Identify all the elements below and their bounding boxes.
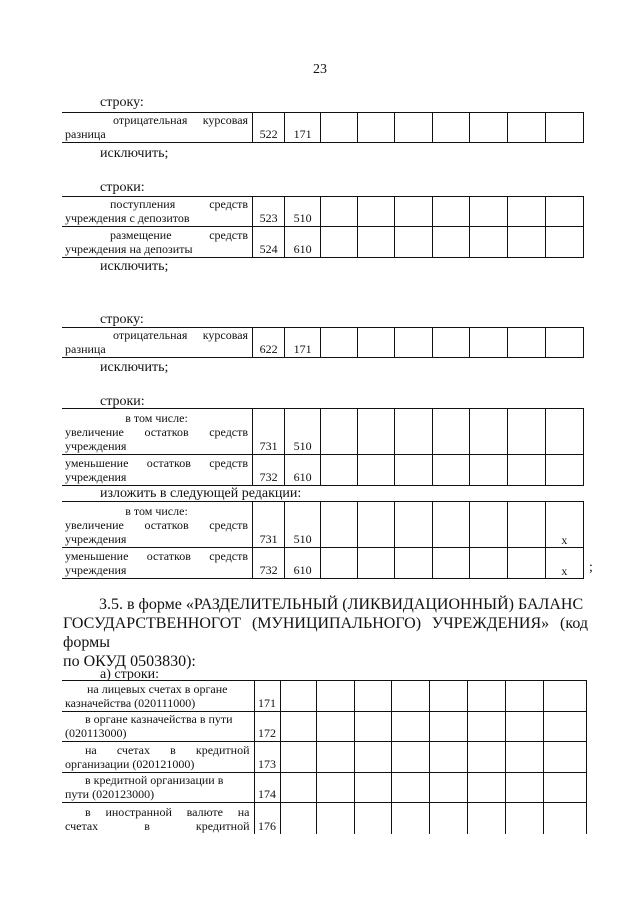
block4-heading: строки:	[100, 394, 145, 409]
table-row	[62, 773, 586, 803]
section-3-5-paragraph: 3.5. в форме «РАЗДЕЛИТЕЛЬНЫЙ (ЛИКВИДАЦИОННЫЙ) БАЛАНС ГОСУДАРСТВЕННОГОТ (МУНИЦИПАЛЬНОГО) УЧРЕЖДЕНИЯ» (код формы по ОКУД 0503830):	[63, 596, 588, 670]
row-code: 523	[253, 197, 285, 227]
row-code: 732	[253, 548, 285, 579]
row-code: 622	[253, 328, 285, 358]
page-number: 23	[313, 62, 327, 77]
row-label: в кредитной организации в пути (020123000)	[62, 773, 254, 803]
row-label: в органе казначейства в пути (020113000)	[62, 712, 254, 742]
row-label: в том числе: увеличение остатков средств учреждения	[62, 502, 253, 548]
table-row	[62, 712, 586, 742]
block3-heading: строку:	[100, 312, 144, 327]
table-row	[62, 197, 584, 227]
x-mark: x	[545, 502, 583, 548]
row-kosgu: 510	[285, 409, 321, 455]
row-code: 524	[253, 227, 285, 258]
row-code: 171	[254, 681, 280, 712]
block6-table	[62, 680, 587, 834]
row-kosgu: 510	[285, 197, 321, 227]
block1-heading: строку:	[100, 95, 144, 110]
row-code: 731	[253, 409, 285, 455]
row-code: 732	[253, 455, 285, 486]
row-label: в иностранной валюте на счетах в кредитной	[62, 803, 254, 834]
block4-table	[62, 408, 584, 486]
row-label: уменьшение остатков средств учреждения	[62, 455, 253, 486]
row-code: 731	[253, 502, 285, 548]
row-label: в том числе: увеличение остатков средств учреждения	[62, 409, 253, 455]
row-code: 174	[254, 773, 280, 803]
table-row	[62, 227, 584, 258]
block2-footer: исключить;	[100, 259, 169, 274]
row-code: 172	[254, 712, 280, 742]
table-row	[62, 681, 586, 712]
row-kosgu: 610	[285, 227, 321, 258]
row-label: уменьшение остатков средств учреждения	[62, 548, 253, 579]
row-label: отрицательная курсовая разница	[62, 113, 253, 143]
row-label: отрицательная курсовая разница	[62, 328, 253, 358]
row-label: поступления средств учреждения с депозитов	[62, 197, 253, 227]
table-row	[62, 502, 584, 548]
row-kosgu: 171	[285, 113, 321, 143]
row-kosgu: 171	[285, 328, 321, 358]
block1-table	[62, 112, 584, 143]
block2-table	[62, 196, 584, 258]
x-mark: x	[545, 548, 583, 579]
row-code: 173	[254, 742, 280, 773]
block3-footer: исключить;	[100, 360, 169, 375]
row-kosgu: 610	[285, 548, 321, 579]
table-row	[62, 548, 584, 579]
block4-footer: изложить в следующей редакции:	[100, 486, 302, 501]
row-label: размещение средств учреждения на депозиты	[62, 227, 253, 258]
semicolon: ;	[589, 560, 593, 575]
row-kosgu: 610	[285, 455, 321, 486]
table-row	[62, 742, 586, 773]
block5-table	[62, 501, 584, 579]
table-row	[62, 113, 584, 143]
table-row	[62, 455, 584, 486]
row-label: на счетах в кредитной организации (020121000)	[62, 742, 254, 773]
table-row	[62, 803, 586, 834]
block3-table	[62, 327, 584, 358]
row-kosgu: 510	[285, 502, 321, 548]
block2-heading: строки:	[100, 180, 145, 195]
row-label: на лицевых счетах в органе казначейства (020111000)	[62, 681, 254, 712]
table-row	[62, 328, 584, 358]
table-row	[62, 409, 584, 455]
block1-footer: исключить;	[100, 146, 169, 161]
block6-heading: а) строки:	[100, 667, 160, 682]
row-code: 176	[254, 803, 280, 834]
row-code: 522	[253, 113, 285, 143]
